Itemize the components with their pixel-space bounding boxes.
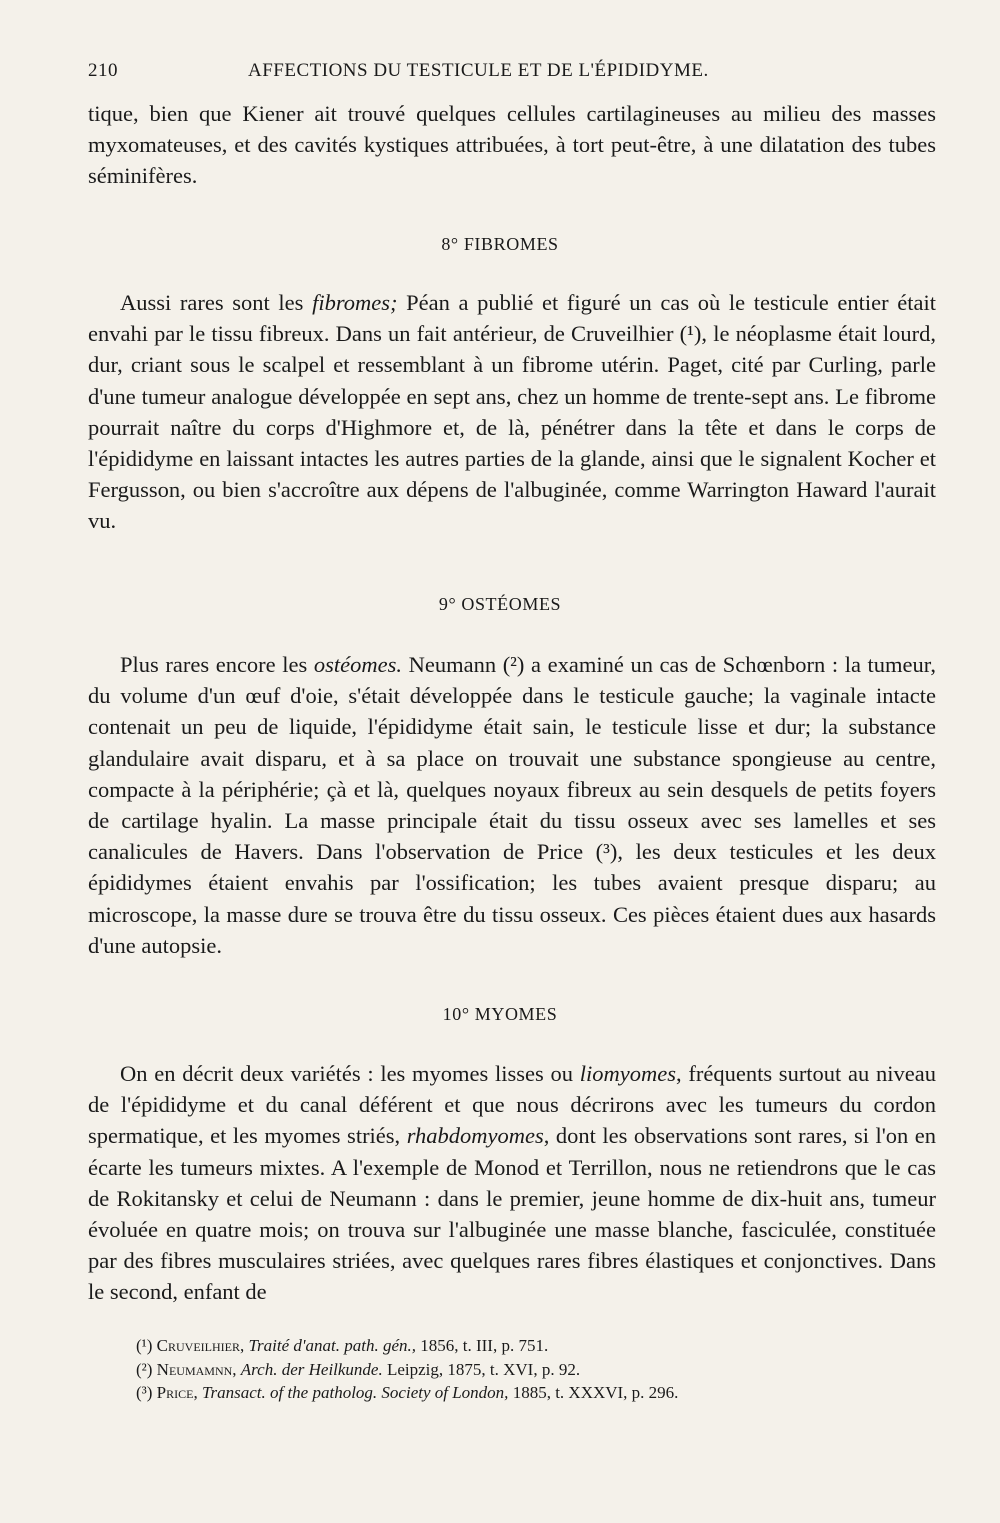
footnote-2 bbox=[136, 1358, 936, 1382]
intro-text: tique, bien que Kiener ait trouvé quelques cellules cartilagineuses au milieu des masses myxomateuses, et des cavités kystiques attribuées, à tort peut-être, à une dilatation des tubes séminifères. bbox=[88, 101, 936, 189]
text-run: Aussi rares sont les bbox=[120, 290, 313, 315]
text-run: Neumann (²) a examiné un cas de Schœnborn : la tumeur, du volume d'un œuf d'oie, s'était développée dans le testicule gauche; la vaginale intacte contenait un peu de liquide, l'épididyme était sain, le testicule lisse et dur; la substance glandulaire avait disparu, et à sa place on trouvait une substance spongieuse au centre, compacte à la périphérie; çà et là, quelques noyaux fibreux au sein desquels de petits foyers de cartilage hyalin. La masse principale était du tissu osseux avec ses lamelles et ses canalicules de Havers. Dans l'observation de Price (³), les deux testicules et les deux épididymes étaient envahis par l'ossification; les tubes avaient presque disparu; au microscope, la masse dure se trouva être du tissu osseux. Ces pièces étaient dues aux hasards d'une autopsie. bbox=[88, 652, 936, 958]
footnote-title: Traité d'anat. path. gén., bbox=[248, 1336, 417, 1355]
text-run: Plus rares encore les bbox=[120, 652, 314, 677]
heading-text: 9° OSTÉOMES bbox=[438, 594, 562, 614]
term-liomyomes: liomyomes bbox=[579, 1061, 676, 1086]
footnote-3 bbox=[136, 1381, 936, 1405]
term-rhabdomyomes: rhabdomyomes bbox=[406, 1123, 544, 1149]
text-run: , fréquents surtout au niveau de l'épididyme et du canal déférent et que nous décrirons avec les tumeurs du cordon spermatique, et les myomes striés, bbox=[88, 1061, 936, 1149]
term-osteomes: ostéomes. bbox=[313, 652, 402, 677]
running-title: AFFECTIONS DU TESTICULE ET DE L'ÉPIDIDYME. bbox=[248, 60, 709, 81]
footnote-details: Leipzig, 1875, t. XVI, p. 92. bbox=[382, 1359, 581, 1379]
footnote-1 bbox=[136, 1334, 936, 1358]
paragraph-osteomes bbox=[88, 649, 936, 961]
section-heading-fibromes bbox=[0, 234, 1000, 255]
footnote-author: Neumamnn, bbox=[156, 1359, 237, 1379]
footnotes bbox=[136, 1334, 936, 1405]
section-heading-myomes bbox=[0, 1004, 1000, 1025]
text-run: Péan a publié et figuré un cas où le testicule entier était envahi par le tissu fibreux. Dans un fait antérieur, de Cruveilhier (¹), le néoplasme était lourd, dur, criant sous le scalpel et ressemblant à un fibrome utérin. Paget, cité par Curling, parle d'une tumeur analogue développée en sept ans, chez un homme de trente-sept ans. Le fibrome pourrait naître du corps d'Highmore et, de là, pénétrer dans la tête et dans le corps de l'épididyme en laissant intactes les autres parties de la glande, ainsi que le signalent Kocher et Fergusson, ou bien s'accroître aux dépens de l'albuginée, comme Warrington Haward l'aurait vu. bbox=[88, 290, 937, 534]
footnote-details: 1856, t. III, p. 751. bbox=[416, 1336, 549, 1355]
footnote-title: Transact. of the patholog. Society of London, bbox=[201, 1383, 509, 1402]
heading-text: 8° FIBROMES bbox=[441, 234, 559, 254]
footnote-mark: (¹) bbox=[136, 1336, 153, 1355]
footnote-mark: (²) bbox=[136, 1359, 153, 1379]
footnote-author: Price, bbox=[156, 1383, 198, 1402]
text-run: On en décrit deux variétés : les myomes lisses ou bbox=[120, 1061, 580, 1086]
page-number: 210 bbox=[88, 60, 118, 81]
footnote-details: 1885, t. XXXVI, p. 296. bbox=[508, 1383, 679, 1402]
footnote-mark: (³) bbox=[136, 1383, 153, 1402]
text-run: , dont les observations sont rares, si l'on en écarte les tumeurs mixtes. A l'exemple de Monod et Terrillon, nous ne retiendrons que le cas de Rokitansky et celui de Neumann : dans le premier, jeune homme de dix-huit ans, tumeur évoluée en quatre mois; on trouva sur l'albuginée une masse blanche, fasciculée, constituée par des fibres musculaires striées, avec quelques rares fibres élastiques et conjonctives. Dans le second, enfant de bbox=[88, 1123, 937, 1305]
heading-text: 10° MYOMES bbox=[442, 1004, 558, 1024]
paragraph-fibromes bbox=[88, 287, 936, 537]
footnote-title: Arch. der Heilkunde. bbox=[240, 1359, 383, 1379]
section-heading-osteomes bbox=[0, 594, 1000, 615]
term-fibromes: fibromes; bbox=[312, 290, 398, 315]
intro-paragraph bbox=[88, 98, 936, 192]
footnote-author: Cruveilhier, bbox=[156, 1336, 245, 1355]
paragraph-myomes bbox=[88, 1058, 936, 1308]
